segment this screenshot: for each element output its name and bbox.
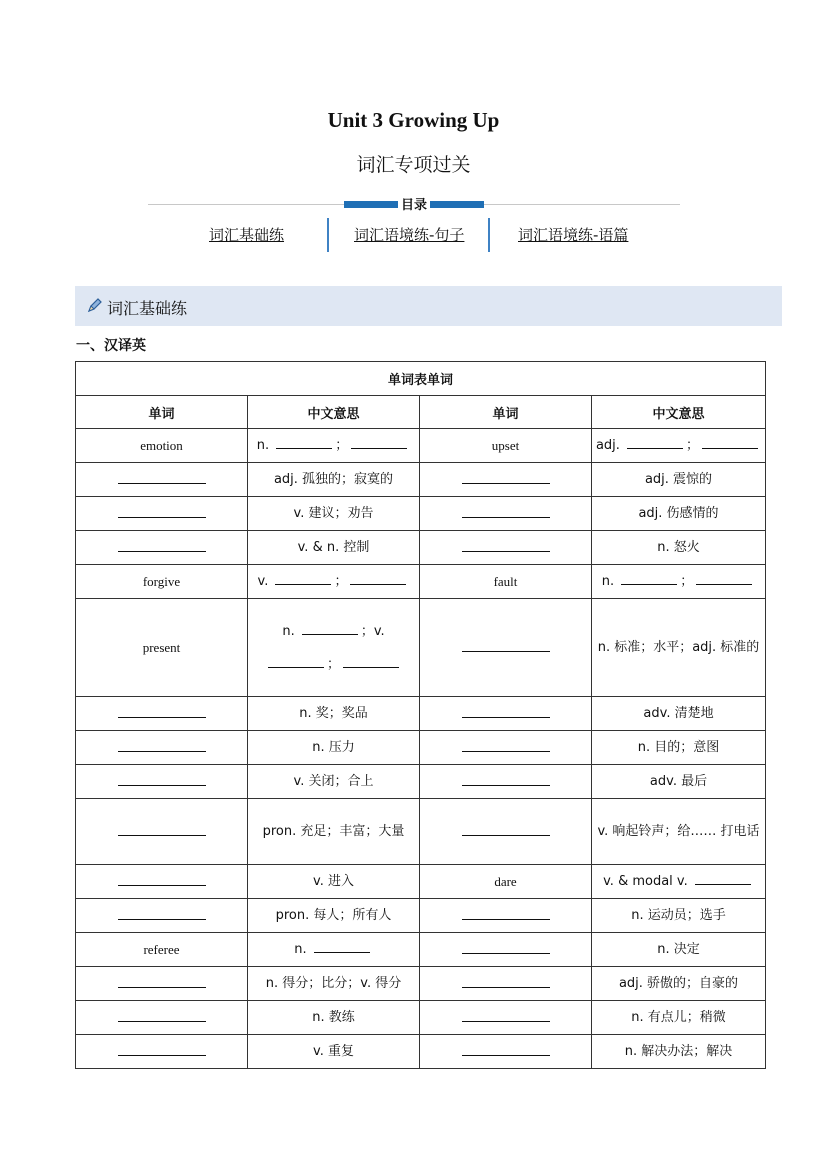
answer-blank[interactable] [696, 574, 752, 585]
meaning-cell: adj. ； [592, 429, 766, 463]
answer-blank[interactable] [275, 574, 331, 585]
meaning-cell: n. 解决办法；解决 [592, 1035, 766, 1069]
word-cell [420, 731, 592, 765]
answer-blank[interactable] [118, 977, 206, 988]
answer-blank[interactable] [462, 909, 550, 920]
column-header: 中文意思 [592, 396, 766, 429]
answer-blank[interactable] [118, 507, 206, 518]
word-cell [420, 1035, 592, 1069]
section-subheading: 一、汉译英 [76, 338, 146, 354]
pencil-icon [86, 296, 104, 318]
column-header: 中文意思 [248, 396, 420, 429]
answer-blank[interactable] [702, 438, 758, 449]
table-row [76, 865, 766, 899]
meaning-cell: adj. 孤独的；寂寞的 [248, 463, 420, 497]
toc-bar-left [344, 201, 398, 208]
answer-blank[interactable] [462, 977, 550, 988]
word-cell [76, 497, 248, 531]
toc-link-sentence[interactable]: 词汇语境练-句子 [354, 226, 465, 244]
table-row [76, 429, 766, 463]
meaning-cell: adj. 骄傲的；自豪的 [592, 967, 766, 1001]
meaning-cell: v. ； [248, 565, 420, 599]
table-row [76, 899, 766, 933]
answer-blank[interactable] [695, 874, 751, 885]
section-title: 词汇基础练 [107, 299, 188, 318]
word-cell [420, 899, 592, 933]
toc-link-basic[interactable]: 词汇基础练 [209, 226, 285, 244]
word-cell: fault [420, 565, 592, 599]
word-cell [76, 865, 248, 899]
meaning-cell: pron. 充足；丰富；大量 [248, 799, 420, 865]
meaning-cell: n. 怒火 [592, 531, 766, 565]
word-cell [76, 765, 248, 799]
word-cell [76, 731, 248, 765]
word-cell [76, 697, 248, 731]
answer-blank[interactable] [118, 1045, 206, 1056]
meaning-cell: v. 关闭；合上 [248, 765, 420, 799]
meaning-cell: n. 标准；水平；adj. 标准的 [592, 599, 766, 697]
answer-blank[interactable] [627, 438, 683, 449]
word-cell [420, 799, 592, 865]
meaning-cell: n. 教练 [248, 1001, 420, 1035]
word-cell [420, 1001, 592, 1035]
meaning-cell: n. 得分；比分；v. 得分 [248, 967, 420, 1001]
table-body [76, 429, 766, 1069]
vocabulary-table [75, 361, 766, 1069]
word-cell: present [76, 599, 248, 697]
answer-blank[interactable] [462, 1045, 550, 1056]
answer-blank[interactable] [462, 707, 550, 718]
word-cell: emotion [76, 429, 248, 463]
word-cell [420, 463, 592, 497]
document-title: Unit 3 Growing Up [327, 108, 500, 132]
meaning-cell: pron. 每人；所有人 [248, 899, 420, 933]
word-cell: forgive [76, 565, 248, 599]
table-row [76, 463, 766, 497]
table-row [76, 1001, 766, 1035]
table-caption: 单词表单词 [76, 362, 766, 396]
toc-label: 目录 [398, 194, 430, 213]
table-row [76, 497, 766, 531]
answer-blank[interactable] [462, 541, 550, 552]
meaning-cell: n. 奖；奖品 [248, 697, 420, 731]
answer-blank[interactable] [118, 707, 206, 718]
section-header [75, 286, 782, 326]
meaning-cell: adv. 最后 [592, 765, 766, 799]
word-cell [420, 697, 592, 731]
table-row [76, 1035, 766, 1069]
answer-blank[interactable] [462, 825, 550, 836]
table-row [76, 599, 766, 697]
answer-blank[interactable] [350, 574, 406, 585]
answer-blank[interactable] [351, 438, 407, 449]
word-cell [420, 531, 592, 565]
answer-blank[interactable] [118, 909, 206, 920]
table-row [76, 531, 766, 565]
answer-blank[interactable] [118, 541, 206, 552]
answer-blank[interactable] [462, 943, 550, 954]
meaning-cell: adj. 震惊的 [592, 463, 766, 497]
answer-blank[interactable] [462, 1011, 550, 1022]
answer-blank[interactable] [462, 507, 550, 518]
word-cell [76, 463, 248, 497]
answer-blank[interactable] [118, 775, 206, 786]
word-cell [420, 765, 592, 799]
word-cell [76, 967, 248, 1001]
meaning-cell: v. & modal v. [592, 865, 766, 899]
meaning-cell: n. ； [592, 565, 766, 599]
meaning-cell: v. 建议；劝告 [248, 497, 420, 531]
column-header: 单词 [76, 396, 248, 429]
meaning-cell: v. 重复 [248, 1035, 420, 1069]
meaning-cell: n. [248, 933, 420, 967]
answer-blank[interactable] [462, 775, 550, 786]
meaning-cell: adv. 清楚地 [592, 697, 766, 731]
meaning-cell: n. ；v. ； [248, 599, 420, 697]
answer-blank[interactable] [118, 741, 206, 752]
document-subtitle: 词汇专项过关 [356, 154, 471, 176]
answer-blank[interactable] [276, 438, 332, 449]
toc-separator [488, 218, 490, 252]
table-row [76, 765, 766, 799]
toc-bar-right [430, 201, 484, 208]
answer-blank[interactable] [118, 1011, 206, 1022]
table-row [76, 799, 766, 865]
answer-blank[interactable] [268, 657, 324, 668]
answer-blank[interactable] [462, 741, 550, 752]
meaning-cell: v. 响起铃声；给…… 打电话 [592, 799, 766, 865]
meaning-cell: adj. 伤感情的 [592, 497, 766, 531]
table-row [76, 933, 766, 967]
answer-blank[interactable] [621, 574, 677, 585]
word-cell: dare [420, 865, 592, 899]
meaning-cell: n. 决定 [592, 933, 766, 967]
word-cell [76, 1035, 248, 1069]
table-row [76, 967, 766, 1001]
word-cell: referee [76, 933, 248, 967]
word-cell [420, 967, 592, 1001]
table-row [76, 731, 766, 765]
meaning-cell: n. 有点儿；稍微 [592, 1001, 766, 1035]
answer-blank[interactable] [462, 641, 550, 652]
answer-blank[interactable] [343, 657, 399, 668]
toc-separator [327, 218, 329, 252]
word-cell [76, 531, 248, 565]
column-header: 单词 [420, 396, 592, 429]
word-cell [420, 497, 592, 531]
answer-blank[interactable] [314, 942, 370, 953]
table-row [76, 565, 766, 599]
word-cell [76, 1001, 248, 1035]
answer-blank[interactable] [462, 473, 550, 484]
meaning-cell: v. & n. 控制 [248, 531, 420, 565]
meaning-cell: n. ； [248, 429, 420, 463]
toc-link-passage[interactable]: 词汇语境练-语篇 [518, 226, 629, 244]
answer-blank[interactable] [302, 624, 358, 635]
word-cell [76, 799, 248, 865]
answer-blank[interactable] [118, 473, 206, 484]
table-row [76, 697, 766, 731]
meaning-cell: v. 进入 [248, 865, 420, 899]
word-cell [76, 899, 248, 933]
meaning-cell: n. 目的；意图 [592, 731, 766, 765]
answer-blank[interactable] [118, 875, 206, 886]
meaning-cell: n. 运动员；选手 [592, 899, 766, 933]
answer-blank[interactable] [118, 825, 206, 836]
word-cell [420, 599, 592, 697]
meaning-cell: n. 压力 [248, 731, 420, 765]
word-cell: upset [420, 429, 592, 463]
word-cell [420, 933, 592, 967]
